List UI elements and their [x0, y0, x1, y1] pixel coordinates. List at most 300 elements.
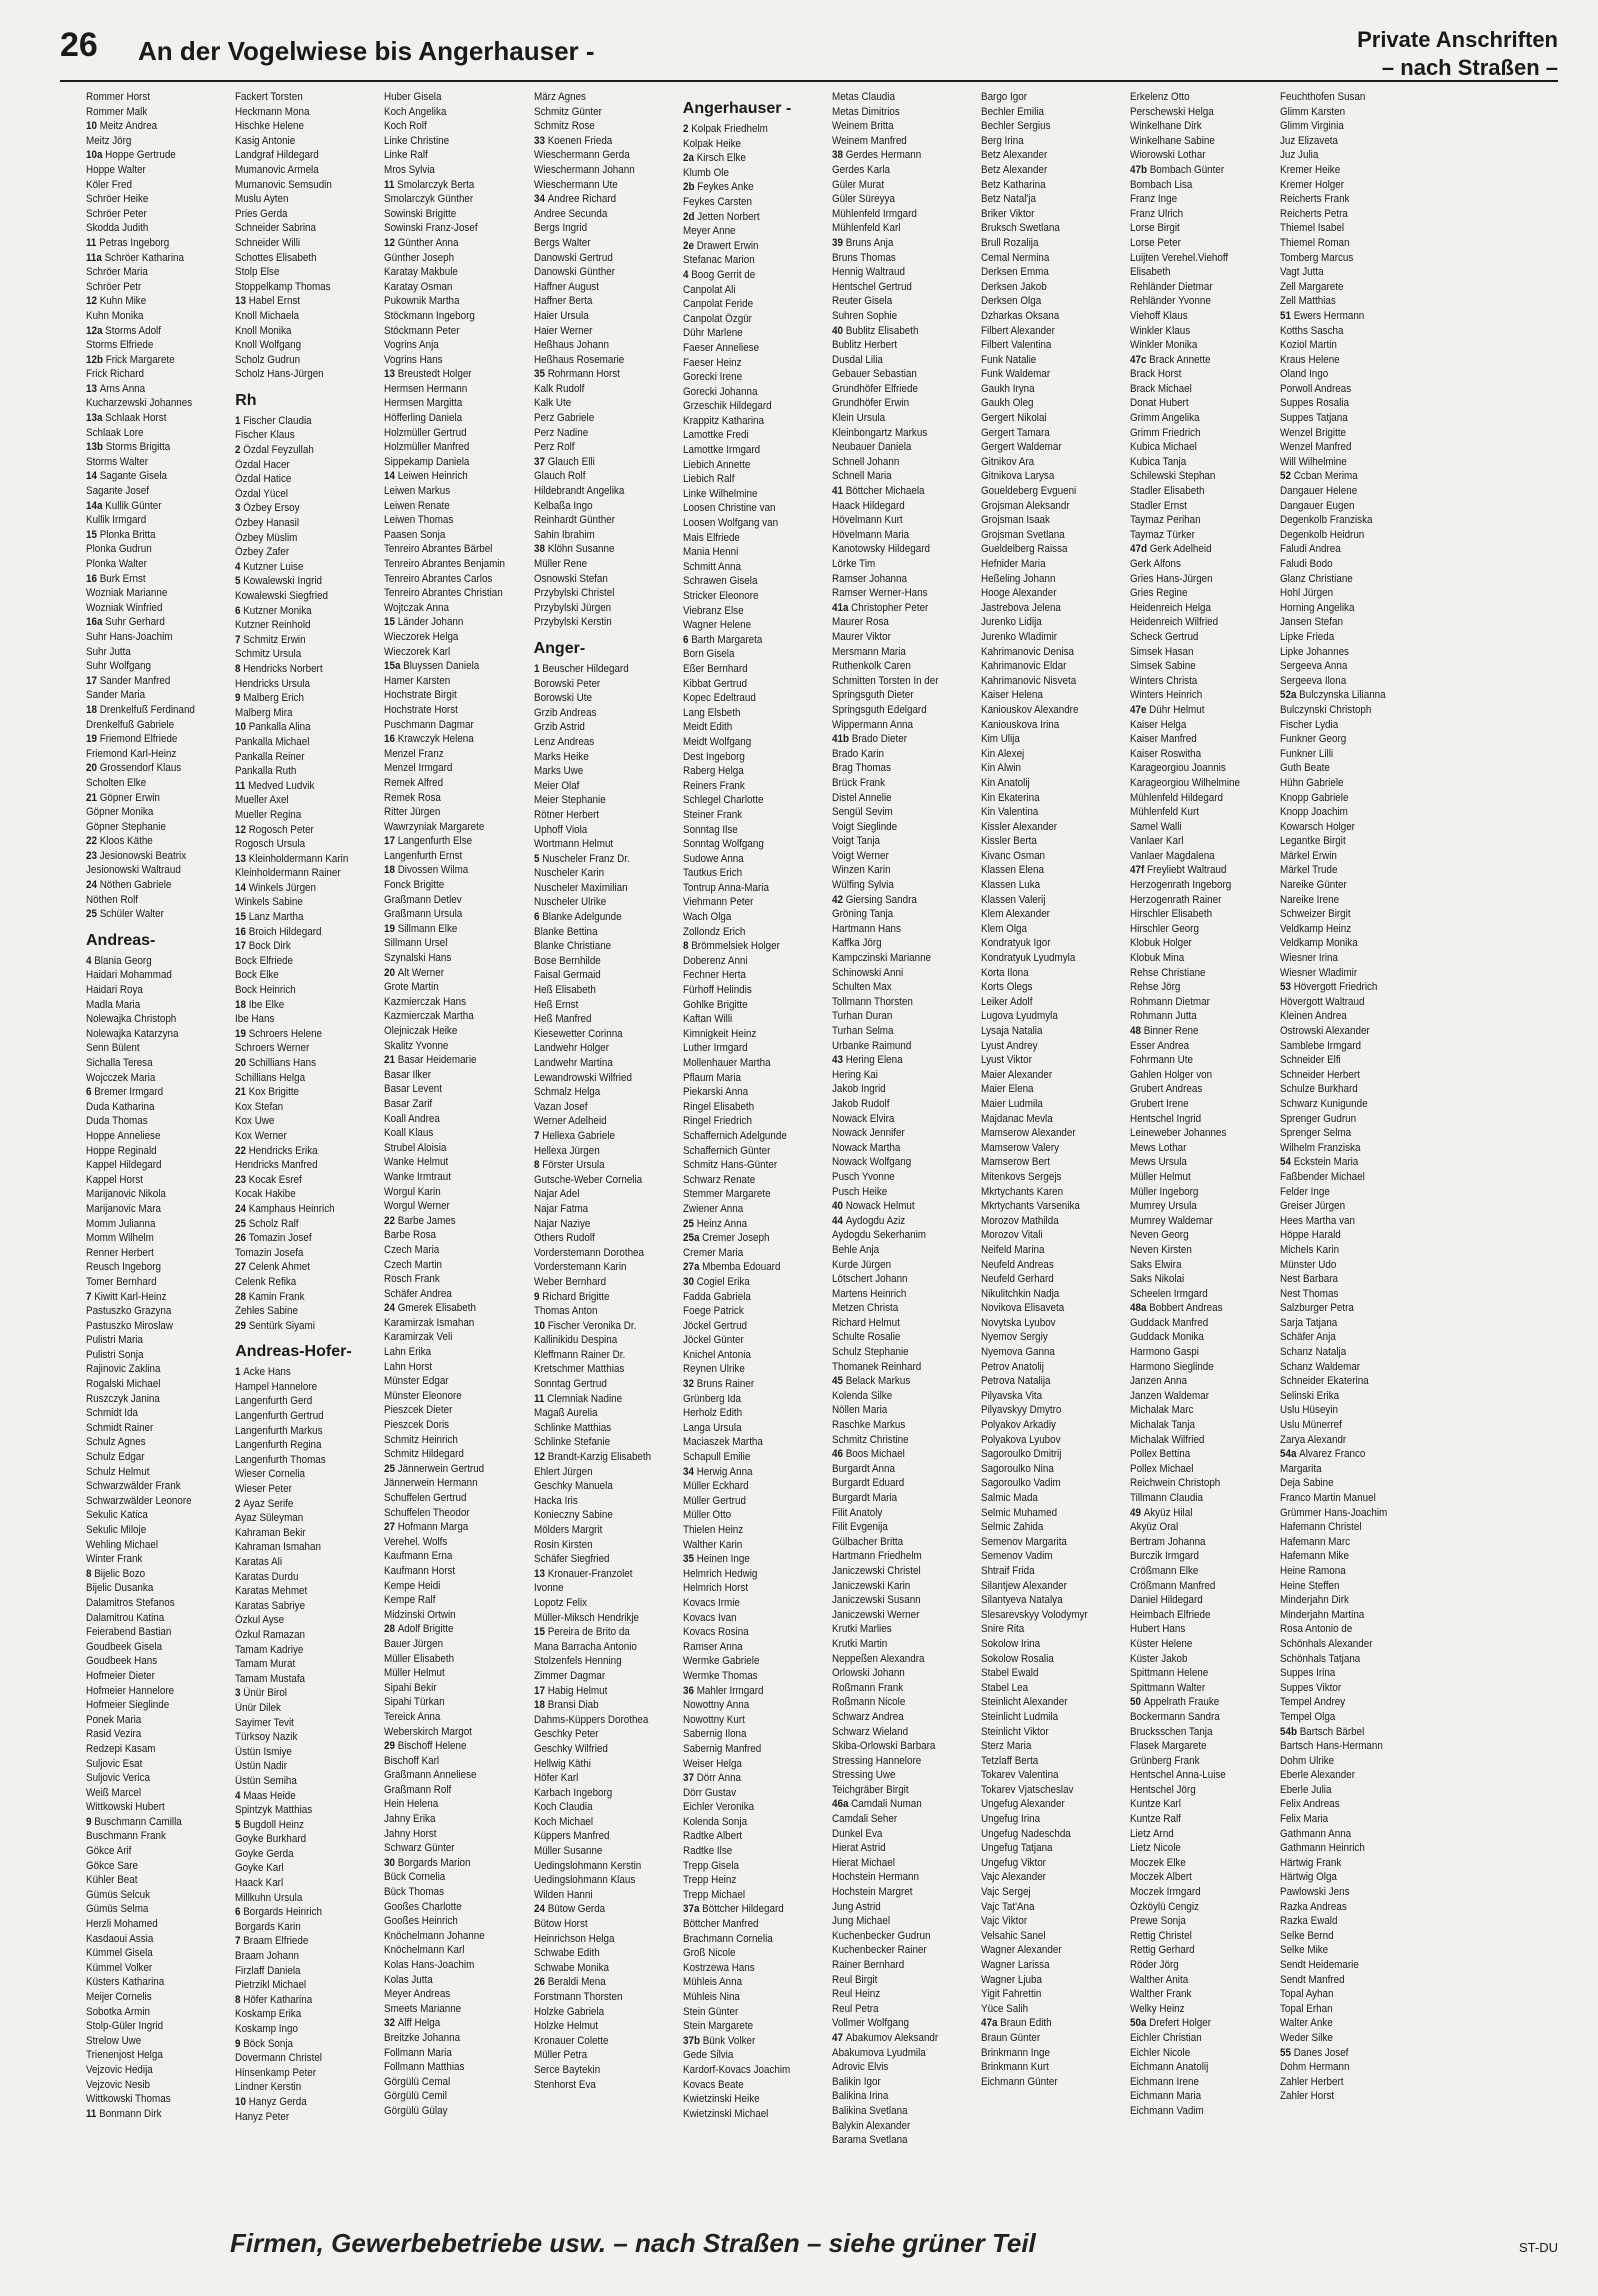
resident-entry [235, 2037, 361, 2052]
resident-entry: Bock Heinrich [235, 984, 296, 997]
resident-entry: Simsek Sabine [1130, 660, 1197, 673]
resident-entry [235, 2095, 361, 2110]
resident-entry: Kaiser Manfred [1130, 733, 1198, 746]
resident-entry: Smeets Marianne [384, 2002, 462, 2015]
resident-entry: Bertram Johanna [1130, 1535, 1206, 1548]
resident-entry: Kullik Irmgard [86, 514, 147, 527]
resident-entry: Grubert Andreas [1130, 1083, 1203, 1096]
resident-entry: Schulten Max [831, 981, 892, 994]
resident-name: Frick Margarete [105, 353, 175, 366]
resident-entry: Gergert Tamara [981, 426, 1050, 439]
resident-entry: Renner Herbert [86, 1246, 154, 1259]
resident-entry: Danowski Gertrud [533, 251, 613, 264]
resident-entry: Gooßes Charlotte [384, 1900, 463, 1913]
resident-entry: Pankalla Michael [235, 735, 310, 748]
resident-entry: Göpner Stephanie [86, 820, 166, 833]
house-number: 18 [533, 1699, 548, 1712]
resident-entry: Wenzel Brigitte [1279, 426, 1346, 439]
street-heading: Angerhauser - [682, 100, 792, 117]
resident-entry [1130, 163, 1256, 178]
resident-entry: Stabel Ewald [981, 1667, 1039, 1680]
house-number: 37 [682, 1772, 697, 1785]
resident-entry: Mühleis Nina [682, 1991, 740, 2003]
resident-entry: Trepp Gisela [682, 1859, 739, 1872]
resident-name: Kutzner Luise [243, 560, 304, 573]
resident-entry: Gede Silvia [682, 2049, 734, 2062]
resident-entry: Tamam Mustafa [235, 1672, 306, 1685]
resident-entry: Perz Gabriele [533, 412, 594, 425]
resident-name: Clemniak Nadine [546, 1392, 622, 1405]
resident-entry: Hoppe Anneliese [86, 1129, 161, 1142]
resident-entry: Koskamp Erika [235, 2008, 302, 2021]
resident-entry: Neufeld Gerhard [981, 1273, 1054, 1286]
house-number: 16 [86, 572, 100, 585]
resident-entry [235, 1789, 361, 1804]
resident-entry [235, 1173, 361, 1188]
resident-entry: Richard Helmut [831, 1316, 900, 1329]
resident-entry: Yigit Fahrettin [981, 1988, 1042, 2001]
resident-entry: Schweizer Birgit [1279, 908, 1351, 921]
resident-entry: Abakumova Lyudmila [831, 2046, 926, 2059]
house-number: 25 [384, 1462, 399, 1475]
resident-entry: Hafemann Mike [1279, 1550, 1349, 1563]
resident-entry: Leineweber Johannes [1130, 1127, 1227, 1140]
resident-entry: Akyüz Oral [1130, 1521, 1179, 1534]
resident-entry: Brinkmann Inge [981, 2046, 1051, 2059]
resident-entry [235, 881, 361, 896]
resident-entry: Loosen Christine van [682, 502, 776, 515]
resident-entry: Brachmann Cornelia [682, 1932, 773, 1945]
resident-name: Bünk Volker [702, 2034, 756, 2047]
resident-entry: Hochstrate Birgit [384, 689, 458, 702]
resident-entry: Landwehr Holger [533, 1042, 609, 1055]
resident-entry: Minderjahn Martina [1279, 1608, 1364, 1621]
resident-name: Herwig Anna [696, 1465, 753, 1478]
resident-entry: Pietrzikl Michael [235, 1979, 307, 1992]
resident-entry: Lewandrowski Wilfried [533, 1071, 632, 1084]
resident-entry: Bock Elfriede [235, 954, 294, 967]
resident-name: Friemond Elfriede [99, 733, 178, 746]
resident-entry: Gueldelberg Raissa [981, 543, 1068, 556]
resident-entry: Mews Lothar [1130, 1141, 1187, 1154]
resident-entry: Grünberg Ida [682, 1392, 741, 1405]
resident-entry: Langenfurth Thomas [235, 1453, 326, 1466]
resident-entry: Helmrich Horst [682, 1582, 748, 1595]
resident-entry: Kazmierczak Hans [384, 995, 467, 1008]
resident-entry: Harmono Sieglinde [1130, 1360, 1215, 1373]
directory-column [534, 90, 677, 2220]
resident-entry [832, 1053, 958, 1068]
resident-name: Camdali Numan [851, 1798, 922, 1811]
resident-entry: Rosin Kirsten [533, 1538, 593, 1551]
resident-name: Feykes Anke [697, 181, 754, 194]
house-number: 12 [533, 1451, 548, 1464]
resident-entry: Kin Ekaterina [981, 791, 1040, 804]
resident-entry: Schroers Werner [235, 1042, 310, 1055]
resident-name: Brömmelsiek Holger [691, 940, 780, 953]
resident-entry: Guth Beate [1279, 762, 1330, 775]
resident-entry: Karbach Ingeborg [533, 1786, 612, 1799]
resident-entry: Hentschel Jörg [1130, 1783, 1197, 1796]
resident-name: Tomazin Josef [248, 1232, 312, 1245]
resident-name: Bonmann Dirk [99, 2107, 162, 2120]
resident-entry: Gröning Tanja [831, 908, 894, 921]
resident-entry: Szynalski Hans [384, 952, 452, 965]
resident-name: Blania Georg [94, 954, 152, 967]
resident-entry: Mollenhauer Martha [682, 1057, 771, 1069]
house-number: 13a [86, 412, 106, 425]
resident-entry: Stöckmann Peter [384, 324, 460, 337]
resident-entry: Özköylü Cengiz [1130, 1900, 1200, 1913]
resident-entry: Kim Ulija [981, 733, 1021, 746]
resident-entry: Hühn Gabriele [1279, 776, 1344, 789]
resident-entry [534, 542, 660, 557]
house-number: 10 [86, 120, 100, 133]
resident-entry [1280, 1155, 1406, 1170]
resident-entry: Vogrins Anja [384, 339, 440, 352]
resident-entry: Lenz Andreas [533, 735, 594, 748]
resident-entry: Hirschler Georg [1130, 922, 1200, 935]
resident-entry: Hoppe Walter [86, 163, 146, 176]
resident-entry: Moczek Irmgard [1130, 1886, 1201, 1899]
resident-entry: Borowski Peter [533, 677, 600, 690]
resident-entry: Balykin Alexander [831, 2119, 911, 2132]
resident-entry: Schwarz Kunigunde [1279, 1097, 1368, 1110]
resident-entry: Wiesner Irina [1279, 952, 1338, 965]
resident-entry [683, 633, 809, 648]
resident-entry: Schmitt Anna [682, 560, 741, 573]
house-number: 9 [533, 1290, 542, 1303]
resident-entry: Kovacs Irmie [682, 1596, 740, 1609]
resident-entry: Wagner Helene [682, 619, 751, 632]
resident-entry: Franz Inge [1130, 193, 1178, 206]
resident-entry: Hirschler Elisabeth [1130, 908, 1213, 921]
resident-entry: Winkels Sabine [235, 896, 304, 909]
resident-name: Kutzner Monika [243, 604, 312, 617]
resident-entry: Vejzovic Nesib [86, 2078, 151, 2091]
resident-entry: Wanke Irmtraut [384, 1170, 452, 1183]
resident-entry [86, 251, 212, 266]
resident-name: Boos Michael [845, 1448, 905, 1461]
resident-entry: Linke Christine [384, 134, 450, 147]
resident-entry: Liebich Annette [682, 458, 751, 471]
resident-entry: Münster Edgar [384, 1375, 449, 1388]
resident-entry: Klassen Valerij [981, 893, 1046, 906]
resident-entry: Ibe Hans [235, 1013, 275, 1026]
resident-entry: Maier Ludmila [981, 1097, 1044, 1110]
resident-entry: Spintzyk Matthias [235, 1804, 313, 1817]
resident-entry [86, 761, 212, 776]
resident-entry: Hendricks Ursula [235, 677, 311, 690]
resident-entry: Eßer Bernhard [682, 662, 748, 675]
resident-entry: Rettig Christel [1130, 1929, 1193, 1942]
resident-entry: Wawrzyniak Margarete [384, 820, 485, 833]
resident-name: Hendricks Norbert [243, 662, 323, 675]
resident-name: Kleinholdermann Karin [248, 852, 349, 865]
resident-entry: Schinowski Anni [831, 966, 904, 979]
resident-entry: Gahlen Holger von [1130, 1068, 1213, 1081]
resident-entry: Sagoroulko Dmitrij [981, 1448, 1062, 1461]
resident-name: Klöhn Susanne [547, 543, 615, 556]
resident-entry: Weberskirch Margot [384, 1725, 473, 1738]
resident-entry [235, 1818, 361, 1833]
resident-entry: Stressing Uwe [831, 1769, 896, 1782]
resident-entry: Kissler Alexander [981, 820, 1058, 833]
resident-entry: Tempel Olga [1279, 1710, 1335, 1723]
house-number: 28 [235, 1290, 249, 1303]
house-number: 12 [384, 236, 399, 249]
resident-entry: Schröer Peter [86, 207, 147, 220]
resident-entry: Cemal Nermina [981, 251, 1050, 264]
resident-entry: Forstmann Thorsten [533, 1991, 623, 2003]
house-number: 54b [1279, 1725, 1300, 1738]
resident-entry: Przybylski Jürgen [533, 601, 611, 614]
resident-entry: Prewe Sonja [1130, 1915, 1187, 1928]
resident-entry: Kondratyuk Igor [981, 937, 1051, 950]
resident-entry: Paasen Sonja [384, 528, 446, 541]
house-number: 8 [533, 1159, 542, 1172]
resident-entry: Neven Georg [1130, 1229, 1189, 1242]
house-number: 4 [235, 560, 244, 573]
resident-entry: Follmann Matthias [384, 2061, 465, 2074]
resident-entry [1280, 1725, 1406, 1740]
resident-entry: Tautkus Erich [682, 867, 742, 880]
resident-name: Borgards Marion [398, 1856, 471, 1869]
resident-entry: Kümmel Volker [86, 1961, 153, 1974]
resident-entry: Legantke Birgit [1279, 835, 1346, 848]
resident-entry: Stolp Else [235, 266, 280, 279]
resident-entry: Schwarz Wieland [831, 1725, 909, 1738]
house-number: 10a [86, 149, 106, 162]
resident-entry: Perz Nadine [533, 426, 588, 439]
resident-entry: Wieschermann Johann [533, 163, 635, 176]
house-number: 1 [235, 1366, 244, 1379]
resident-entry: Kotths Sascha [1279, 324, 1344, 337]
resident-entry: Wehling Michael [86, 1538, 159, 1551]
resident-entry [683, 2034, 809, 2049]
resident-entry [534, 1902, 660, 1917]
resident-name: Heinen Inge [696, 1553, 750, 1566]
resident-entry: Kahrimanovic Eldar [981, 660, 1067, 673]
house-number: 34 [533, 193, 548, 206]
resident-entry: Karageorgiou Wilhelmine [1130, 776, 1241, 789]
resident-entry [235, 501, 361, 516]
house-number: 47b [1130, 163, 1151, 176]
resident-entry: Zimmer Dagmar [533, 1669, 605, 1682]
house-number: 21 [384, 1054, 399, 1067]
resident-entry: Uslu Hüseyin [1279, 1404, 1338, 1417]
resident-entry [86, 382, 212, 397]
resident-entry [384, 966, 510, 981]
resident-entry: Meier Olaf [533, 779, 580, 792]
resident-entry: Sendt Heidemarie [1279, 1959, 1359, 1971]
resident-entry: Graßmann Detlev [384, 893, 463, 906]
resident-entry: Schmitz Heinrich [384, 1433, 459, 1446]
resident-entry [1130, 353, 1256, 368]
resident-name: Kamphaus Heinrich [248, 1202, 335, 1215]
resident-entry: Bock Elke [235, 969, 279, 982]
resident-name: Buschmann Camilla [94, 1815, 182, 1828]
resident-name: Koenen Frieda [547, 134, 612, 147]
resident-entry [235, 414, 361, 429]
resident-entry [832, 148, 958, 163]
resident-name: Cremer Joseph [701, 1232, 770, 1245]
resident-name: Länder Johann [398, 616, 464, 629]
resident-entry [86, 440, 212, 455]
resident-name: Danes Josef [1293, 2046, 1349, 2059]
house-number: 15 [384, 616, 399, 629]
house-number: 12a [86, 324, 106, 337]
resident-entry: Schwarz Andrea [831, 1710, 904, 1723]
resident-name: Mbemba Edouard [701, 1261, 781, 1274]
resident-entry [86, 791, 212, 806]
resident-entry: Dalamitrou Katina [86, 1611, 165, 1624]
resident-entry: Kovacs Rosina [682, 1626, 749, 1639]
resident-entry: Grimm Angelika [1130, 412, 1200, 425]
resident-entry: Pieszcek Dieter [384, 1404, 453, 1417]
resident-name: Appelrath Frauke [1144, 1696, 1220, 1709]
resident-entry: Langenfurth Markus [235, 1424, 323, 1437]
resident-entry: Schneider Herbert [1279, 1068, 1360, 1081]
resident-entry [683, 210, 809, 225]
resident-entry: Doberenz Anni [682, 954, 748, 967]
resident-entry: Kowalewski Siegfried [235, 590, 329, 602]
resident-entry: Lipke Frieda [1279, 630, 1334, 643]
house-number: 52a [1279, 689, 1299, 702]
resident-entry [235, 443, 361, 458]
resident-entry: Müller Helmut [384, 1667, 446, 1680]
resident-entry: Knoll Wolfgang [235, 339, 302, 352]
resident-entry: Müller Gertrud [682, 1494, 746, 1507]
resident-name: Bluyssen Daniela [403, 660, 480, 673]
resident-name: Nöthen Gabriele [99, 879, 172, 892]
resident-entry: Özdal Hacer [235, 458, 290, 471]
house-number: 19 [235, 1027, 249, 1040]
resident-entry: Millkuhn Ursula [235, 1891, 303, 1904]
resident-entry: Ringel Elisabeth [682, 1100, 754, 1113]
resident-entry: Stressing Hannelore [831, 1754, 922, 1767]
house-number: 27 [384, 1521, 399, 1534]
resident-entry: Raschke Markus [831, 1419, 906, 1432]
resident-name: Freyliebt Waltraud [1147, 864, 1227, 877]
resident-entry: Horning Angelika [1279, 601, 1355, 614]
resident-entry: Glauch Rolf [533, 470, 586, 483]
resident-entry: Brucksschen Tanja [1130, 1725, 1213, 1738]
resident-entry [384, 1622, 510, 1637]
house-number: 8 [235, 662, 244, 675]
resident-entry: Heßeling Johann [981, 572, 1056, 585]
resident-entry: Foege Patrick [682, 1305, 744, 1318]
house-number: 41a [831, 601, 852, 614]
resident-entry: Rasid Vezira [86, 1728, 142, 1741]
resident-name: Gerk Adelheid [1150, 543, 1212, 556]
resident-entry: Harmono Gaspi [1130, 1346, 1200, 1359]
resident-entry: Nolewajka Katarzyna [86, 1027, 179, 1040]
resident-entry: Sokolow Rosalia [981, 1652, 1054, 1665]
resident-name: Bugdoll Heinz [243, 1818, 305, 1831]
resident-entry [534, 1698, 660, 1713]
resident-entry: Haack Karl [235, 1877, 284, 1890]
resident-entry: Faludi Andrea [1279, 543, 1341, 556]
resident-entry: Sprenger Selma [1279, 1127, 1351, 1140]
resident-entry: Schmitz Rose [533, 120, 595, 133]
resident-entry: Hövergott Waltraud [1279, 995, 1365, 1008]
resident-entry: Lamottke Fredi [682, 429, 749, 442]
resident-entry: Guddack Monika [1130, 1331, 1205, 1344]
resident-entry: Hochstrate Horst [384, 703, 459, 716]
resident-entry [1130, 863, 1256, 878]
resident-entry: Schwarzwälder Leonore [86, 1494, 192, 1507]
resident-name: Binner Rene [1144, 1025, 1199, 1037]
resident-entry: Grojsman Svetlana [981, 528, 1065, 541]
resident-entry: Dest Ingeborg [682, 750, 745, 763]
resident-entry: Piekarski Anna [682, 1086, 748, 1099]
resident-entry: Betz Katharina [981, 178, 1046, 191]
resident-entry: Sabernig Manfred [682, 1742, 762, 1755]
resident-entry: Schwabe Edith [533, 1947, 600, 1960]
resident-entry: Voigt Tanja [831, 835, 880, 848]
resident-entry: Lipke Johannes [1279, 645, 1349, 658]
resident-entry: Scholz Hans-Jürgen [235, 368, 324, 381]
resident-entry [534, 1319, 660, 1334]
resident-entry: Malberg Mira [235, 706, 293, 719]
resident-name: Göpner Erwin [99, 791, 160, 804]
resident-entry: Esser Andrea [1130, 1039, 1190, 1052]
resident-name: Scholz Ralf [248, 1217, 299, 1230]
resident-entry: Wieschermann Gerda [533, 149, 630, 162]
resident-name: Beraldi Mena [547, 1976, 606, 1989]
resident-entry: Sayimer Tevit [235, 1716, 295, 1729]
resident-entry [683, 151, 809, 166]
resident-entry: Märkel Erwin [1279, 849, 1337, 862]
resident-entry: Mews Ursula [1130, 1156, 1188, 1169]
resident-entry: Schanz Natalja [1279, 1346, 1346, 1359]
resident-entry [86, 294, 212, 309]
resident-entry: Sillmann Ursel [384, 937, 448, 950]
house-number: 45 [831, 1375, 846, 1388]
resident-entry: Remek Alfred [384, 776, 444, 789]
resident-entry: Tomberg Marcus [1279, 251, 1353, 264]
house-number: 16 [384, 733, 399, 746]
resident-entry: Reul Heinz [831, 1988, 881, 2001]
resident-entry [1130, 1024, 1256, 1039]
resident-entry: Brull Rozalija [981, 236, 1039, 249]
resident-entry: Kanotowsky Hildegard [831, 543, 930, 556]
resident-entry: Haier Ursula [533, 309, 589, 322]
resident-entry: Bruksch Swetlana [981, 222, 1060, 235]
resident-entry: Haffner August [533, 280, 599, 293]
resident-entry: Schmitz Christine [831, 1433, 909, 1446]
house-number: 51 [1279, 309, 1294, 322]
resident-entry: Pastuszko Miroslaw [86, 1319, 173, 1332]
resident-entry: Reuter Gisela [831, 295, 893, 308]
resident-entry: Juz Julia [1279, 149, 1318, 162]
resident-entry: Brinkmann Kurt [981, 2061, 1050, 2074]
resident-entry [86, 324, 212, 339]
directory-column [384, 90, 527, 2220]
resident-name: Abakumov Aleksandr [845, 2031, 939, 2044]
resident-entry: Mumanovic Semsudin [235, 178, 333, 191]
resident-entry: Kleinholdermann Rainer [235, 867, 341, 880]
resident-entry: Schrawen Gisela [682, 575, 758, 588]
house-number: 2e [682, 239, 697, 252]
resident-entry: Wieczorek Karl [384, 645, 451, 658]
resident-entry: Janiczewski Karin [831, 1579, 911, 1592]
resident-entry: Wermke Thomas [682, 1669, 758, 1682]
resident-entry: Langenfurth Ernst [384, 849, 463, 862]
resident-entry: Sobotka Armin [86, 2005, 151, 2018]
resident-entry: Winzen Karin [831, 864, 891, 877]
